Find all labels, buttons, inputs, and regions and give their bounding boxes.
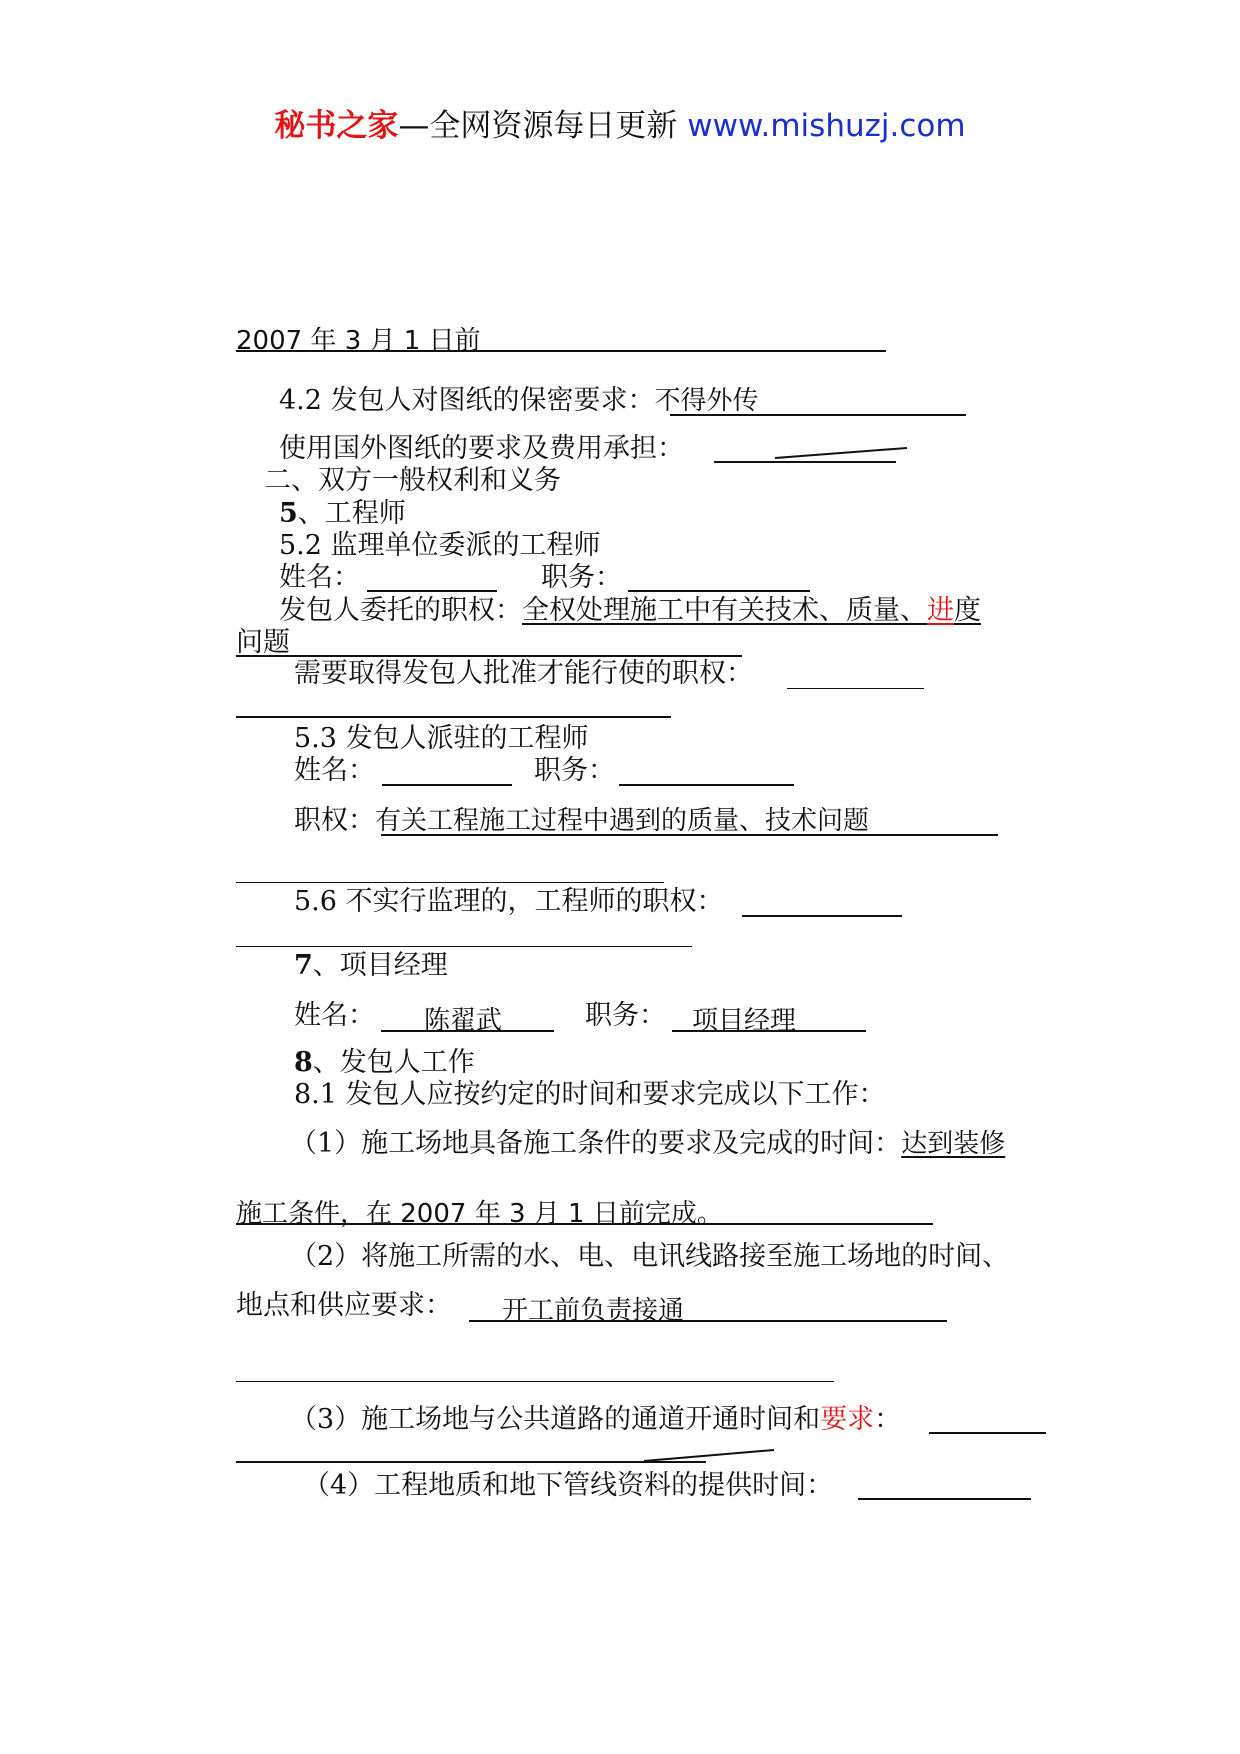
pm-name-label: 姓名： (294, 1000, 375, 1031)
approval-underline-2 (236, 716, 671, 718)
item-1-underline (236, 1223, 933, 1225)
section-2-title: 二、双方一般权利和义务 (264, 465, 561, 496)
power-line: 职权：有关工程施工过程中遇到的质量、技术问题 (294, 805, 870, 836)
item-1-value-cont: 施工条件，在 2007 年 3 月 1 日前完成。 (236, 1199, 723, 1229)
banner-dash: — (398, 108, 430, 144)
authority-value: 全权处理施工中有关技术、质量、 (522, 595, 927, 626)
item-3-red: 要求 (820, 1404, 875, 1435)
clause-5-3-title: 5.3 发包人派驻的工程师 (294, 723, 589, 754)
name-underline-5-2 (367, 590, 497, 592)
date-underline (236, 350, 886, 352)
item-4-underline (858, 1498, 1031, 1500)
foreign-drawings-label: 使用国外图纸的要求及费用承担： (279, 433, 684, 464)
name-label-5-3: 姓名： (294, 755, 375, 786)
clause-8-1-title: 8.1 发包人应按约定的时间和要求完成以下工作： (294, 1079, 886, 1110)
pm-name-underline (381, 1030, 554, 1032)
authority-value-cont: 问题 (236, 627, 290, 658)
item-1-line: （1）施工场地具备施工条件的要求及完成的时间：达到装修 (290, 1128, 1006, 1159)
approval-underline-1 (787, 688, 924, 689)
clause-5-title: 5、工程师 (279, 498, 406, 529)
power-underline-2 (236, 882, 664, 883)
name-label-5-2: 姓名： (279, 562, 360, 593)
pm-duty-value: 项目经理 (692, 1006, 797, 1036)
item-2-value: 开工前负责接通 (502, 1296, 685, 1326)
power-underline (381, 834, 998, 836)
clause-5-2-title: 5.2 监理单位委派的工程师 (279, 530, 601, 561)
banner-url[interactable]: www.mishuzj.com (687, 108, 966, 144)
site-banner (0, 100, 1240, 145)
item-3-line: （3）施工场地与公共道路的通道开通时间和要求： (290, 1404, 902, 1435)
clause-7-title: 7、项目经理 (294, 950, 448, 981)
banner-brand: 秘书之家 (274, 108, 399, 144)
item-2-underline-2 (236, 1381, 834, 1382)
clause-4-2: 4.2 发包人对图纸的保密要求：不得外传 (279, 385, 759, 416)
item-2-line: （2）将施工所需的水、电、电讯线路接至施工场地的时间、 (290, 1241, 1010, 1272)
power-value: 有关工程施工过程中遇到的质量、技术问题 (375, 806, 870, 836)
name-underline-5-3 (382, 784, 512, 786)
foreign-drawings-underline (714, 461, 896, 463)
foreign-drawings-stroke (775, 440, 910, 460)
clause-5-6-underline (742, 915, 902, 917)
pm-duty-underline (672, 1030, 866, 1032)
item-3-stroke (644, 1446, 777, 1464)
item-3-underline (929, 1432, 1046, 1434)
authority-value-red: 进 (927, 595, 954, 626)
clause-5-6-label: 5.6 不实行监理的，工程师的职权： (294, 886, 724, 917)
pm-duty-label: 职务： (585, 1000, 666, 1031)
clause-8-title: 8、发包人工作 (294, 1047, 475, 1078)
item-2-prefix: 地点和供应要求： (236, 1290, 452, 1321)
item-3-underline-2 (236, 1461, 706, 1463)
authority-line: 发包人委托的职权：全权处理施工中有关技术、质量、进度 (279, 595, 981, 626)
approval-label: 需要取得发包人批准才能行使的职权： (294, 658, 753, 689)
date-line: 2007 年 3 月 1 日前 (236, 326, 481, 356)
secrecy-value: 不得外传 (654, 386, 759, 416)
duty-underline-5-2 (628, 590, 810, 592)
item-4-line: （4）工程地质和地下管线资料的提供时间： (303, 1470, 834, 1501)
duty-underline-5-3 (619, 784, 794, 786)
secrecy-underline (670, 414, 966, 416)
item-1-value: 达到装修 (901, 1129, 1006, 1159)
duty-label-5-2: 职务： (541, 562, 622, 593)
banner-slogan: 全网资源每日更新 (429, 108, 678, 144)
item-2-underline (469, 1320, 947, 1322)
duty-label-5-3: 职务： (534, 755, 615, 786)
clause-5-6-underline-2 (236, 946, 692, 947)
pm-name-value: 陈翟武 (424, 1006, 503, 1036)
